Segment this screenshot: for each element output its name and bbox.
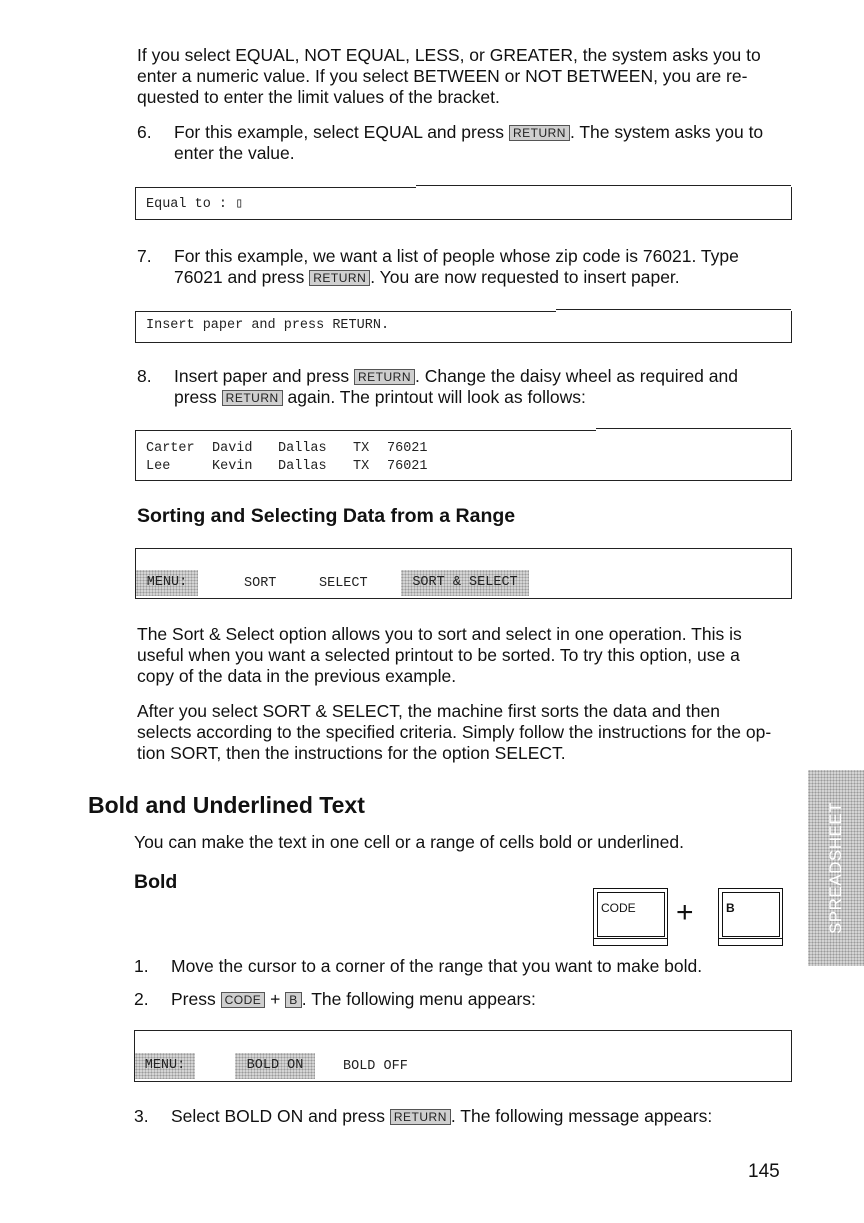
menu-label: MENU:: [136, 570, 198, 596]
para-line: The Sort & Select option allows you to sort and select in one operation. This is: [137, 624, 742, 644]
para-line: After you select SORT & SELECT, the machine first sorts the data and then: [137, 701, 720, 721]
keycap-label: CODE: [597, 892, 665, 937]
b-keycap-icon: [718, 888, 783, 946]
page-number: 145: [748, 1161, 780, 1182]
step-text: . The following message appears:: [450, 1106, 713, 1126]
step-7: [137, 246, 797, 288]
cell-first: Kevin: [212, 459, 253, 474]
para-line: copy of the data in the previous example.: [137, 666, 457, 686]
keycap-label: B: [722, 892, 780, 937]
step-number: 6.: [137, 122, 152, 142]
printout-row: [146, 458, 428, 476]
bold-step-3: [134, 1106, 794, 1127]
cell-last: Carter: [146, 441, 195, 456]
step-number: 1.: [134, 956, 149, 976]
menu-option-sort[interactable]: SORT: [244, 576, 277, 591]
plus-sign: +: [676, 896, 694, 929]
printout-box: [135, 430, 792, 481]
step-text: . Change the daisy wheel as required and: [414, 366, 738, 386]
step-text: again. The printout will look as follows:: [282, 387, 586, 407]
cell-state: TX: [353, 441, 370, 456]
step-text: 76021 and press: [174, 267, 305, 287]
para-line: selects according to the specified criteria. Simply follow the instructions for the op-: [137, 722, 772, 742]
menu-label: MENU:: [135, 1053, 195, 1079]
screen-equal-to: [135, 187, 792, 220]
menu-option-bold-on[interactable]: BOLD ON: [235, 1053, 315, 1079]
menu-sort-screen: [135, 548, 792, 599]
section-heading: Sorting and Selecting Data from a Range: [137, 505, 516, 527]
step-number: 2.: [134, 989, 149, 1009]
screen-insert-paper: [135, 311, 792, 343]
intro-paragraph: [137, 45, 797, 108]
return-key: RETURN: [509, 125, 570, 141]
sort-paragraph: [137, 701, 797, 764]
step-text: Select BOLD ON and press: [171, 1106, 385, 1126]
printout-row: [146, 440, 428, 458]
step-text: Move the cursor to a corner of the range that you want to make bold.: [171, 956, 703, 976]
plus-text: +: [270, 989, 281, 1009]
chapter-heading: Bold and Underlined Text: [88, 792, 365, 818]
bold-step-2: [134, 989, 794, 1010]
step-text: For this example, select EQUAL and press: [174, 122, 505, 142]
code-keycap-icon: [593, 888, 668, 946]
printout-table: [146, 440, 428, 476]
cell-last: Lee: [146, 459, 171, 474]
cell-zip: 76021: [387, 441, 428, 456]
step-text: enter the value.: [174, 143, 295, 163]
return-key: RETURN: [222, 390, 283, 406]
intro-line: If you select EQUAL, NOT EQUAL, LESS, or GREATER, the system asks you to: [137, 45, 761, 65]
step-number: 7.: [137, 246, 152, 266]
step-text: Press: [171, 989, 216, 1009]
screen-text: Equal to :: [146, 197, 236, 212]
intro-line: quested to enter the limit values of the bracket.: [137, 87, 500, 107]
menu-option-sort-select[interactable]: SORT & SELECT: [401, 570, 529, 596]
bold-intro: You can make the text in one cell or a range of cells bold or underlined.: [134, 832, 684, 852]
step-6: [137, 122, 797, 164]
cell-state: TX: [353, 459, 370, 474]
step-text: . The following menu appears:: [301, 989, 536, 1009]
step-text: press: [174, 387, 217, 407]
screen-text: Insert paper and press RETURN.: [146, 318, 390, 333]
menu-option-select[interactable]: SELECT: [319, 576, 368, 591]
step-number: 8.: [137, 366, 152, 386]
return-key: RETURN: [354, 369, 415, 385]
para-line: useful when you want a selected printout to be sorted. To try this option, use a: [137, 645, 740, 665]
cell-zip: 76021: [387, 459, 428, 474]
code-key: CODE: [221, 992, 266, 1008]
step-text: . The system asks you to: [569, 122, 764, 142]
menu-option-bold-off[interactable]: BOLD OFF: [343, 1059, 408, 1074]
intro-line: enter a numeric value. If you select BETWEEN or NOT BETWEEN, you are re-: [137, 66, 748, 86]
cell-city: Dallas: [278, 441, 327, 456]
return-key: RETURN: [309, 270, 370, 286]
menu-bold-screen: [134, 1030, 792, 1082]
bold-step-1: [134, 956, 794, 977]
step-text: Insert paper and press: [174, 366, 350, 386]
cell-city: Dallas: [278, 459, 327, 474]
para-line: tion SORT, then the instructions for the option SELECT.: [137, 743, 566, 763]
step-text: . You are now requested to insert paper.: [370, 267, 680, 287]
b-key: B: [285, 992, 302, 1008]
cell-first: David: [212, 441, 253, 456]
sort-paragraph: [137, 624, 797, 687]
step-8: [137, 366, 797, 408]
side-tab-label: SPREADSHEET: [826, 801, 845, 935]
cursor-block: ▯: [235, 197, 244, 212]
step-text: For this example, we want a list of people whose zip code is 76021. Type: [174, 246, 739, 266]
spreadsheet-side-tab: [808, 770, 864, 966]
step-number: 3.: [134, 1106, 149, 1126]
return-key: RETURN: [390, 1109, 451, 1125]
bold-subheading: Bold: [134, 871, 178, 893]
